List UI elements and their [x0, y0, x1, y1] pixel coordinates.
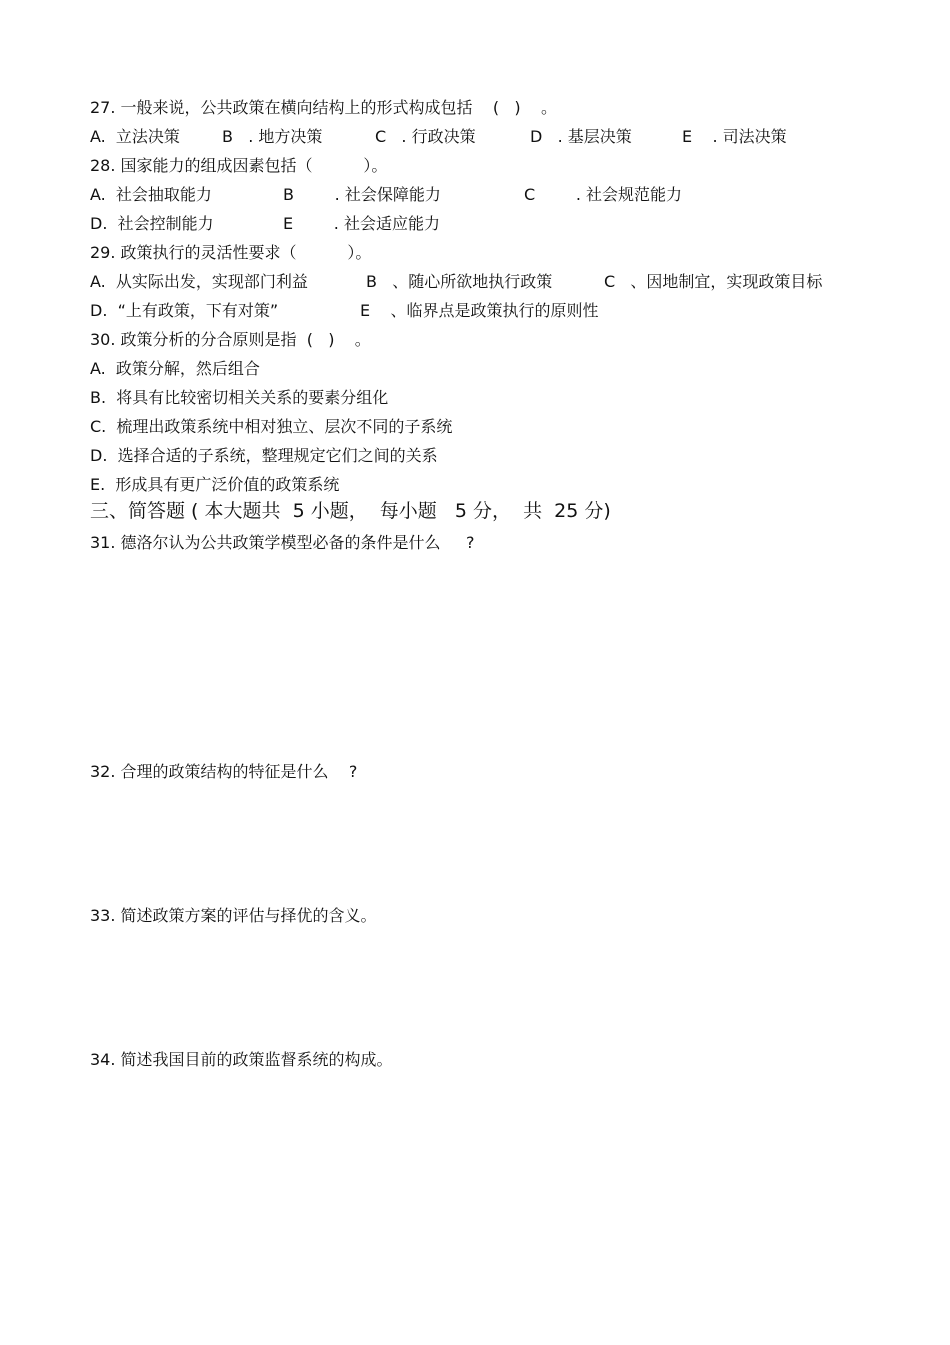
question-31-stem: 31. 德洛尔认为公共政策学模型必备的条件是什么 ?	[90, 533, 475, 552]
q29-option-d: D. “上有政策，下有对策”	[90, 301, 279, 320]
q30-option-b: B. 将具有比较密切相关关系的要素分组化	[90, 388, 389, 407]
q27-option-a: A. 立法决策	[90, 127, 180, 146]
q30-option-e: E. 形成具有更广泛价值的政策系统	[90, 475, 340, 494]
q28-option-b: B . 社会保障能力	[283, 185, 441, 204]
q28-option-d: D. 社会控制能力	[90, 214, 214, 233]
q27-option-c: C . 行政决策	[375, 127, 476, 146]
question-29-options-row2	[90, 300, 890, 322]
question-28-stem: 28. 国家能力的组成因素包括（ ）。	[90, 156, 388, 175]
question-30-stem: 30. 政策分析的分合原则是指 ( ) 。	[90, 330, 371, 349]
q29-option-e: E 、临界点是政策执行的原则性	[360, 301, 599, 320]
q30-option-c: C. 梳理出政策系统中相对独立、层次不同的子系统	[90, 417, 453, 436]
question-28-options-row1	[90, 184, 890, 206]
q28-option-e: E . 社会适应能力	[283, 214, 440, 233]
question-27-options	[90, 126, 890, 148]
q29-option-c: C 、因地制宜，实现政策目标	[604, 272, 823, 291]
q27-option-e: E . 司法决策	[682, 127, 787, 146]
question-29-options-row1	[90, 271, 910, 293]
q30-option-a: A. 政策分解，然后组合	[90, 359, 260, 378]
q29-option-a: A. 从实际出发，实现部门利益	[90, 272, 308, 291]
q29-option-b: B 、随心所欲地执行政策	[366, 272, 553, 291]
q28-option-c: C . 社会规范能力	[524, 185, 683, 204]
q28-option-a: A. 社会抽取能力	[90, 185, 212, 204]
question-29-stem: 29. 政策执行的灵活性要求（ ）。	[90, 243, 372, 262]
question-32-stem: 32. 合理的政策结构的特征是什么 ?	[90, 762, 358, 781]
question-34-stem: 34. 简述我国目前的政策监督系统的构成。	[90, 1050, 393, 1069]
question-33-stem: 33. 简述政策方案的评估与择优的含义。	[90, 906, 377, 925]
section-3-heading: 三、简答题 ( 本大题共 5 小题， 每小题 5 分， 共 25 分)	[90, 500, 611, 522]
q30-option-d: D. 选择合适的子系统，整理规定它们之间的关系	[90, 446, 438, 465]
question-28-options-row2	[90, 213, 890, 235]
q27-option-d: D . 基层决策	[530, 127, 632, 146]
question-27-stem: 27. 一般来说，公共政策在横向结构上的形式构成包括 ( ) 。	[90, 98, 557, 117]
q27-option-b: B . 地方决策	[222, 127, 323, 146]
